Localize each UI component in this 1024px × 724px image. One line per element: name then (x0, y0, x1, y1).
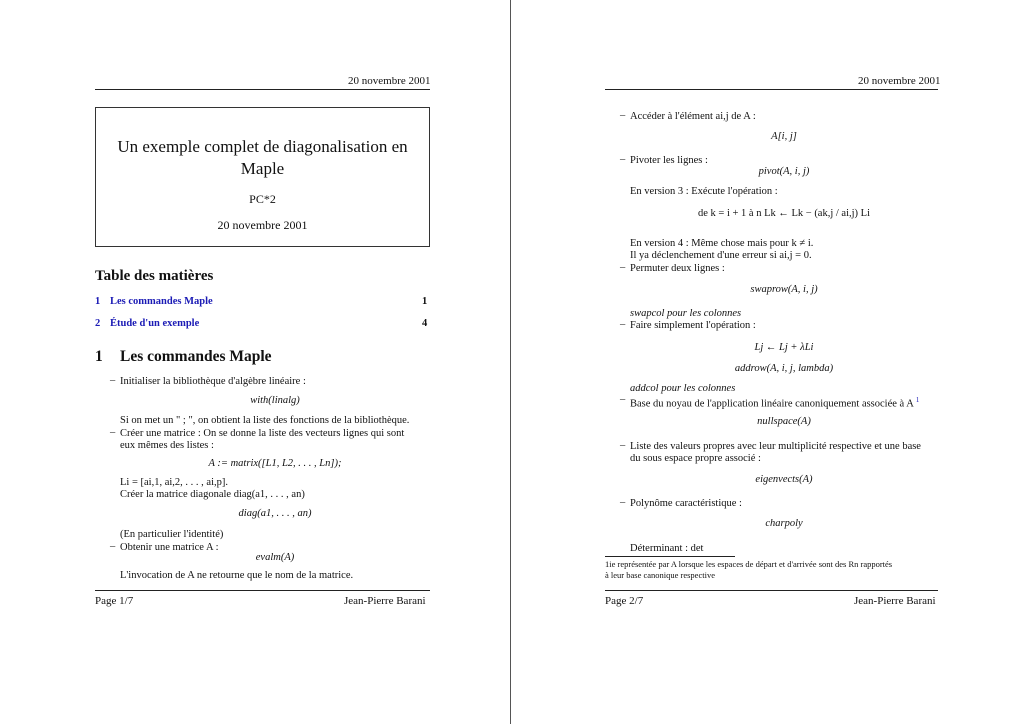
footer-page-label: Page 1/7 (95, 595, 134, 607)
formula-evalm: evalm(A) (255, 552, 295, 563)
header-date: 20 novembre 2001 (858, 75, 941, 87)
document-title: Un exemple complet de diagonalisation en Maple (117, 137, 408, 178)
item-kernel-basis-text: Base du noyau de l'application linéaire canoniquement associée à A (630, 398, 914, 410)
footnote-mark-link[interactable]: 1 (915, 396, 920, 404)
footer-author: Jean-Pierre Barani (344, 595, 426, 607)
item-init-library: Initialiser la bibliothèque d'algèbre linéaire : (120, 376, 306, 387)
item-charpoly: Polynôme caractéristique : (630, 498, 742, 509)
text-determinant: Déterminant : det (630, 543, 704, 554)
footer-page-number[interactable] (95, 595, 133, 607)
text-version4: En version 4 : Même chose mais pour k ≠ i. (630, 238, 814, 249)
formula-pivot: pivot(A, i, j) (758, 166, 810, 177)
item-kernel-basis (630, 394, 919, 411)
header-rule (605, 89, 938, 90)
document-date: 20 novembre 2001 (217, 218, 308, 232)
bullet-dash: – (110, 541, 116, 552)
page-1 (0, 0, 510, 724)
bullet-dash: – (620, 262, 626, 273)
bullet-dash: – (620, 440, 626, 451)
toc-entry-2-page: 4 (422, 318, 428, 329)
title-box (95, 107, 430, 247)
item-row-operation: Faire simplement l'opération : (630, 320, 756, 331)
bullet-dash: – (110, 427, 116, 438)
formula-diag: diag(a1, . . . , an) (238, 508, 312, 519)
footnote-rule (605, 556, 735, 557)
footer-rule (95, 590, 430, 591)
bullet-dash: – (620, 497, 626, 508)
text-row-definition: Li = [ai,1, ai,2, . . . , ai,p]. (120, 477, 228, 488)
document-author-class: PC*2 (249, 192, 276, 206)
formula-addrow: addrow(A, i, j, lambda) (734, 363, 834, 374)
item-create-matrix-line1: Créer une matrice : On se donne la liste des vecteurs lignes qui sont (120, 428, 405, 439)
text-diag-matrix: Créer la matrice diagonale diag(a1, . . . , an) (120, 489, 305, 500)
formula-charpoly: charpoly (765, 518, 803, 529)
footer-page-label: Page 2/7 (605, 595, 644, 607)
toc-entry-2-link[interactable]: Étude d'un exemple (110, 318, 200, 329)
header-date: 20 novembre 2001 (348, 75, 431, 87)
toc-entry-2-num[interactable]: 2 (95, 318, 101, 329)
text-version3: En version 3 : Exécute l'opération : (630, 186, 778, 197)
bullet-dash: – (620, 394, 626, 405)
text-invocation-note: L'invocation de A ne retourne que le nom de la matrice. (120, 570, 354, 581)
text-addcol: addcol pour les colonnes (630, 383, 736, 394)
section-1-title: Les commandes Maple (120, 348, 272, 365)
toc-heading: Table des matières (95, 268, 214, 284)
formula-eigenvects: eigenvects(A) (755, 474, 813, 485)
text-identity-note: (En particulier l'identité) (120, 529, 224, 540)
bullet-dash: – (110, 375, 116, 386)
section-1-number: 1 (95, 348, 103, 365)
formula-nullspace: nullspace(A) (757, 416, 811, 427)
toc-entry-1-page: 1 (422, 296, 428, 307)
header-rule (95, 89, 430, 90)
formula-index: A[i, j] (771, 131, 797, 142)
item-access-element: Accéder à l'élément ai,j de A : (630, 111, 756, 122)
page-divider (510, 0, 511, 724)
item-swap-rows: Permuter deux lignes : (630, 263, 725, 274)
formula-pivot-operation: de k = i + 1 à n Lk ← Lk − (ak,j / ai,j) Li (697, 208, 871, 219)
item-pivot-rows: Pivoter les lignes : (630, 155, 708, 166)
text-semicolon-note: Si on met un " ; ", on obtient la liste des fonctions de la bibliothèque. (120, 415, 410, 426)
text-error-note: Il ya déclenchement d'une erreur si ai,j = 0. (630, 250, 812, 261)
formula-matrix: A := matrix([L1, L2, . . . , Ln]); (208, 458, 342, 469)
bullet-dash: – (620, 154, 626, 165)
bullet-dash: – (620, 110, 626, 121)
item-eigen-line1: Liste des valeurs propres avec leur multiplicité respective et une base (630, 441, 921, 452)
footer-page-number[interactable] (605, 595, 643, 607)
item-eigen-line2: du sous espace propre associé : (630, 453, 761, 464)
toc-entry-1-link[interactable]: Les commandes Maple (110, 296, 213, 307)
item-obtain-matrix: Obtenir une matrice A : (120, 542, 219, 553)
footer-rule (605, 590, 938, 591)
text-swapcol: swapcol pour les colonnes (630, 308, 742, 319)
item-create-matrix-line2: eux mêmes des listes : (120, 440, 214, 451)
footnote-line2: à leur base canonique respective (605, 570, 715, 580)
footer-author: Jean-Pierre Barani (854, 595, 936, 607)
formula-swaprow: swaprow(A, i, j) (750, 284, 818, 295)
footnote-line1: 1ie représentée par A lorsque les espaces de départ et d'arrivée sont des Rn rapportés (605, 559, 893, 569)
formula-row-add: Lj ← Lj + λLi (754, 342, 814, 353)
bullet-dash: – (620, 319, 626, 330)
toc-entry-1-num[interactable]: 1 (95, 296, 101, 307)
page-2 (512, 0, 1024, 724)
formula-with-linalg: with(linalg) (250, 395, 300, 406)
